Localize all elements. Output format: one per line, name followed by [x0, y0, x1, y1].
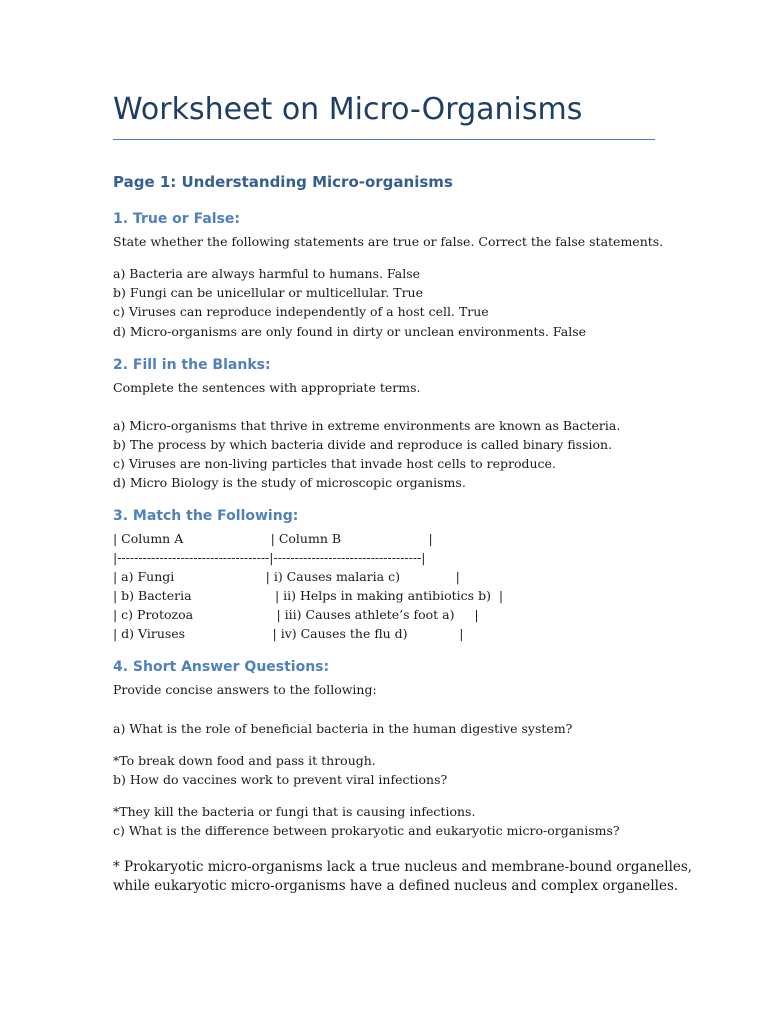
match-table-row: |------------------------------------|-----------------------------------|: [113, 550, 426, 565]
answer-c-line-1: * Prokaryotic micro-organisms lack a true nucleus and membrane-bound organelles,: [113, 859, 693, 875]
section-heading-fill-blanks: 2. Fill in the Blanks:: [113, 357, 271, 373]
instruction-fill-blanks: Complete the sentences with appropriate terms.: [113, 380, 421, 395]
match-table-row: | d) Viruses | iv) Causes the flu d) |: [113, 626, 464, 641]
match-table-row: | b) Bacteria | ii) Helps in making antibiotics b) |: [113, 588, 504, 603]
fill-blank-item: a) Micro-organisms that thrive in extreme environments are known as Bacteria.: [113, 418, 621, 433]
true-false-item: c) Viruses can reproduce independently of a host cell. True: [113, 304, 489, 319]
question-b: b) How do vaccines work to prevent viral infections?: [113, 772, 448, 787]
section-heading-match: 3. Match the Following:: [113, 508, 299, 524]
title-underline: [113, 139, 655, 140]
true-false-item: d) Micro-organisms are only found in dirty or unclean environments. False: [113, 324, 587, 339]
true-false-item: a) Bacteria are always harmful to humans. False: [113, 266, 421, 281]
match-table-row: | Column A | Column B |: [113, 531, 433, 546]
page-heading: Page 1: Understanding Micro-organisms: [113, 173, 453, 191]
fill-blank-item: b) The process by which bacteria divide and reproduce is called binary fission.: [113, 437, 613, 452]
question-c: c) What is the difference between prokaryotic and eukaryotic micro-organisms?: [113, 823, 620, 838]
section-heading-true-false: 1. True or False:: [113, 211, 240, 227]
match-table-row: | a) Fungi | i) Causes malaria c) |: [113, 569, 460, 584]
instruction-true-false: State whether the following statements are true or false. Correct the false statements.: [113, 234, 664, 249]
match-table-row: | c) Protozoa | iii) Causes athlete’s foot a) |: [113, 607, 479, 622]
true-false-item: b) Fungi can be unicellular or multicellular. True: [113, 285, 423, 300]
fill-blank-item: c) Viruses are non-living particles that invade host cells to reproduce.: [113, 456, 556, 471]
document-title: Worksheet on Micro-Organisms: [113, 92, 583, 127]
answer-c-line-2: while eukaryotic micro-organisms have a defined nucleus and complex organelles.: [113, 878, 679, 894]
section-heading-short-answer: 4. Short Answer Questions:: [113, 659, 330, 675]
question-a: a) What is the role of beneficial bacteria in the human digestive system?: [113, 721, 573, 736]
instruction-short-answer: Provide concise answers to the following:: [113, 682, 377, 697]
fill-blank-item: d) Micro Biology is the study of microscopic organisms.: [113, 475, 466, 490]
answer-a: *To break down food and pass it through.: [113, 753, 376, 768]
answer-b: *They kill the bacteria or fungi that is causing infections.: [113, 804, 476, 819]
